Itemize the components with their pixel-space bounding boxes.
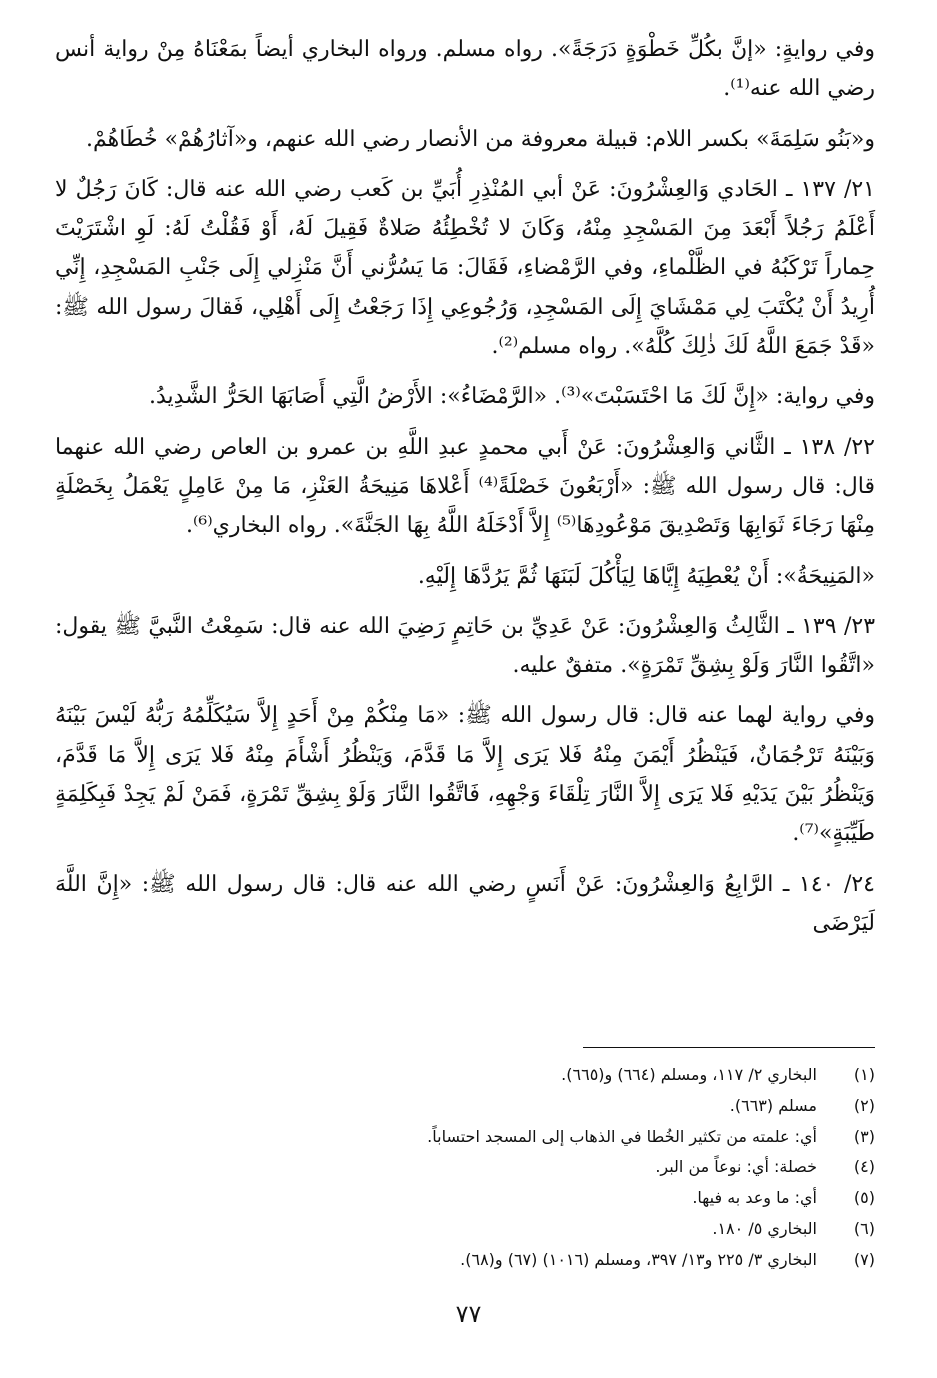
footnote-item (55, 1245, 875, 1276)
footnote-number: (٦) (853, 1218, 875, 1238)
footnote-text: البخاري ٣/ ٢٢٥ و١٣/ ٣٩٧، ومسلم (١٠١٦) (٦٧) و(٦٨). (460, 1249, 817, 1269)
footnote-text: خصلة: أي: نوعاً من البر. (655, 1157, 817, 1177)
footnote-item (55, 1060, 875, 1091)
footnote-number: (٤) (853, 1157, 875, 1177)
footnote-text: أي: علمته من تكثير الخُطا في الذهاب إلى المسجد احتساباً. (427, 1126, 817, 1146)
paragraph-narration-anas: وفي روايةٍ: «إنَّ بكُلِّ خَطْوَةٍ دَرَجَةً». رواه مسلم. ورواه البخاري أيضاً بمَعْنَاهُ مِنْ رواية أنس رضي الله عنه⁽¹⁾. (55, 37, 875, 102)
footnote-text: البخاري ٥/ ١٨٠. (712, 1218, 817, 1238)
paragraph-hadith-139: ٢٣/ ١٣٩ ـ الثَّالِثُ وَالعِشْرُونَ: عَنْ عَدِيِّ بن حَاتِمٍ رَضِيَ الله عنه قال: سَمِعْتُ النَّبيَّ ﷺ يقول: «اتَّقُوا النَّارَ وَلَوْ بِشِقِّ تَمْرَةٍ». متفقٌ عليه. (55, 613, 876, 679)
footnote-number: (٢) (853, 1095, 875, 1115)
footnote-text: مسلم (٦٦٣). (729, 1095, 817, 1115)
paragraph-ramda-definition: وفي رواية: «إِنَّ لَكَ مَا احْتَسَبْتَ»⁽³⁾. «الرَّمْضَاءُ»: الأَرْضُ الَّتِي أَصَابَهَا الحَرُّ الشَّدِيدُ. (148, 384, 875, 410)
footnote-divider (583, 1047, 875, 1048)
footnote-number: (٧) (853, 1249, 875, 1269)
footnote-number: (٣) (853, 1126, 875, 1146)
main-text (55, 30, 875, 954)
paragraph-hadith-138: ٢٢/ ١٣٨ ـ الثَّاني وَالعِشْرُونَ: عَنْ أَبي محمدٍ عبدِ اللَّهِ بن عمرو بن العاص رضي الله عنهما قال: قال رسول الله ﷺ: «أَرْبَعُونَ خَصْلَةً⁽⁴⁾ أَعْلاهَا مَنِيحَةُ العَنْزِ، مَا مِنْ عَامِلٍ يَعْمَلُ بِخَصْلَةٍ مِنْهَا رَجَاءَ ثَوَابِهَا وَتَصْدِيقَ مَوْعُودِهَا⁽⁵⁾ إِلاَّ أَدْخَلَهُ اللَّهُ بِهَا الجَنَّةَ». رواه البخاري⁽⁶⁾. (55, 434, 875, 539)
footnote-number: (١) (853, 1065, 875, 1084)
page-number: ٧٧ (455, 1300, 482, 1328)
paragraph-maniha-definition: «المَنِيحَةُ»: أَنْ يُعْطِيَهُ إِيَّاهَا لِيَأْكُلَ لَبَنَهَا ثُمَّ يَرُدَّهَا إِلَيْهِ. (417, 563, 875, 589)
paragraph-hadith-139-narration: وفي رواية لهما عنه قال: قال رسول الله ﷺ: «مَا مِنْكُمْ مِنْ أَحَدٍ إِلاَّ سَيُكَلِّمُهُ رَبُّهُ لَيْسَ بَيْنَهُ وَبَيْنَهُ تَرْجُمَانٌ، فَيَنْظُرُ أَيْمَنَ مِنْهُ فَلا يَرَى إِلاَّ مَا قَدَّمَ، وَيَنْظُرُ أَشْأَمَ مِنْهُ فَلا يَرَى إِلاَّ مَا قَدَّمَ، وَيَنْظُرُ بَيْنَ يَدَيْهِ فَلا يَرَى إِلاَّ النَّارَ تِلْقَاءَ وَجْهِهِ، فَاتَّقُوا النَّارَ وَلَوْ بِشِقِّ تَمْرَةٍ، فَمَنْ لَمْ يَجِدْ فَبِكَلِمَةٍ طَيِّبَةٍ»⁽⁷⁾. (55, 703, 875, 847)
footnote-text: أي: ما وعد به فيها. (692, 1188, 817, 1208)
footnote-item (55, 1183, 875, 1214)
paragraph-hadith-137: ٢١/ ١٣٧ ـ الحَادي وَالعِشْرُونَ: عَنْ أبي المُنْذِرِ أُبَيِّ بن كَعب رضي الله عنه قال: كَانَ رَجُلٌ لا أَعْلَمُ رَجُلاً أَبْعَدَ مِنَ المَسْجِدِ مِنْهُ، وَكَانَ لا تُخْطِئُهُ صَلاةٌ فَقِيلَ لَهُ، أَوْ فَقُلْتُ لَهُ: لَوِ اشْتَرَيْتَ حِماراً تَرْكَبُهُ في الظَّلْماءِ، وفي الرَّمْضاءِ، فَقَالَ: مَا يَسُرُّني أَنَّ مَنْزِلي إِلَى جَنْبِ المَسْجِدِ، إِنِّي أُرِيدُ أَنْ يُكْتَبَ لِي مَمْشَايَ إِلَى المَسْجِدِ، وَرُجُوعِي إِذَا رَجَعْتُ إِلَى أَهْلِي، فَقالَ رسول الله ﷺ: «قَدْ جَمَعَ اللَّهُ لَكَ ذٰلِكَ كُلَّهُ». رواه مسلم⁽²⁾. (55, 176, 875, 360)
footnote-item (55, 1152, 875, 1183)
footnotes (55, 1060, 875, 1276)
paragraph-banu-salimah: و«بَنُو سَلِمَةَ» بكسر اللام: قبيلة معروفة من الأنصار رضي الله عنهم، و«آثارُهُمْ» خُطَاهُمْ. (85, 126, 875, 152)
footnote-item (55, 1214, 875, 1245)
paragraph-hadith-140: ٢٤/ ١٤٠ ـ الرَّابِعُ وَالعِشْرُونَ: عَنْ أَنَسٍ رضي الله عنه قال: قال رسول الله ﷺ: «إِنَّ اللَّهَ لَيَرْضَى (55, 871, 875, 936)
footnote-text: البخاري ٢/ ١١٧، ومسلم (٦٦٤) و(٦٦٥). (561, 1065, 817, 1084)
footnote-item (55, 1122, 875, 1153)
footnote-item (55, 1091, 875, 1122)
footnote-number: (٥) (853, 1188, 875, 1208)
